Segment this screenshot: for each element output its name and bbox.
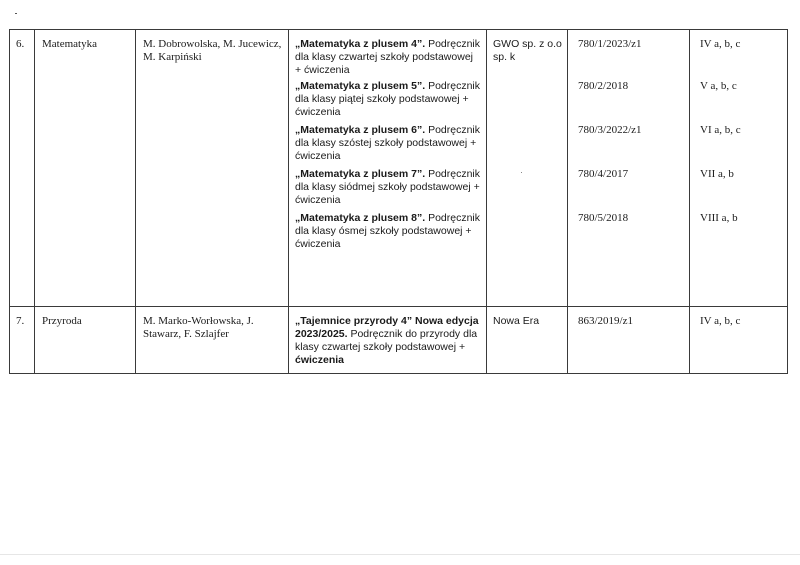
book-extra: ćwiczenia (295, 354, 345, 366)
class-list: VII a, b (700, 168, 734, 180)
book-description: Podręcznik dla klasy siódmej szkoły podstawowej + ćwiczenia (295, 168, 481, 206)
authors-cell (136, 307, 289, 374)
class-list: VIII a, b (700, 212, 738, 224)
publisher-cell (487, 307, 568, 374)
authors-text: M. Dobrowolska, M. Jucewicz, M. Karpiński (143, 38, 282, 63)
approval-number: 863/2019/z1 (578, 315, 633, 327)
approval-number: 780/4/2017 (578, 168, 629, 180)
titles-cell (289, 307, 487, 374)
subject-name: Przyroda (42, 315, 82, 327)
scan-edge-line (0, 554, 800, 555)
book-title: „Matematyka z plusem 5”. (295, 80, 429, 92)
book-description: Podręcznik dla klasy szóstej szkoły podstawowej + ćwiczenia (295, 124, 481, 162)
approval-number-cell (568, 307, 690, 374)
book-description: Podręcznik dla klasy czwartej szkoły podstawowej + ćwiczenia (295, 38, 481, 76)
row-number: 6. (16, 38, 25, 50)
textbook-table (9, 29, 788, 374)
book-entry (289, 30, 486, 80)
approval-number: 780/2/2018 (578, 80, 629, 92)
approval-number: 780/1/2023/z1 (578, 38, 642, 50)
classes-cell (690, 30, 788, 307)
approval-number: 780/5/2018 (578, 212, 629, 224)
class-list: VI a, b, c (700, 124, 741, 136)
approval-number-cell (568, 30, 690, 307)
publisher-name: Nowa Era (493, 315, 540, 327)
book-description: Podręcznik dla klasy piątej szkoły podstawowej + ćwiczenia (295, 80, 481, 118)
scan-mark (15, 13, 17, 14)
book-description: Podręcznik dla klasy ósmej szkoły podstawowej + ćwiczenia (295, 212, 481, 250)
row-number-cell (10, 30, 35, 307)
class-list: V a, b, c (700, 80, 737, 92)
scan-speck (521, 172, 522, 173)
class-list: IV a, b, c (700, 38, 741, 50)
book-title: „Matematyka z plusem 7”. (295, 168, 429, 180)
book-title: „Matematyka z plusem 8”. (295, 212, 429, 224)
authors-cell (136, 30, 289, 307)
book-title: „Matematyka z plusem 4”. (295, 38, 429, 50)
row-number-cell (10, 307, 35, 374)
approval-number: 780/3/2022/z1 (578, 124, 642, 136)
book-entry (289, 307, 486, 367)
table-row (10, 307, 788, 374)
classes-cell (690, 307, 788, 374)
authors-text: M. Marko-Worłowska, J. Stawarz, F. Szlajfer (143, 315, 254, 340)
book-entry (289, 168, 486, 212)
subject-name: Matematyka (42, 38, 97, 50)
class-list: IV a, b, c (700, 315, 741, 327)
table-row (10, 30, 788, 307)
book-entry (289, 212, 486, 256)
book-title: „Tajemnice przyrody 4” Nowa edycja 2023/2025. (295, 315, 479, 340)
publisher-name: GWO sp. z o.o sp. k (493, 38, 562, 63)
book-description: Podręcznik do przyrody dla klasy czwartej szkoły podstawowej + (295, 328, 478, 353)
subject-cell (35, 30, 136, 307)
book-entry (289, 80, 486, 124)
titles-cell (289, 30, 487, 307)
row-number: 7. (16, 315, 25, 327)
publisher-cell (487, 30, 568, 307)
book-entry (289, 124, 486, 168)
book-title: „Matematyka z plusem 6”. (295, 124, 429, 136)
subject-cell (35, 307, 136, 374)
